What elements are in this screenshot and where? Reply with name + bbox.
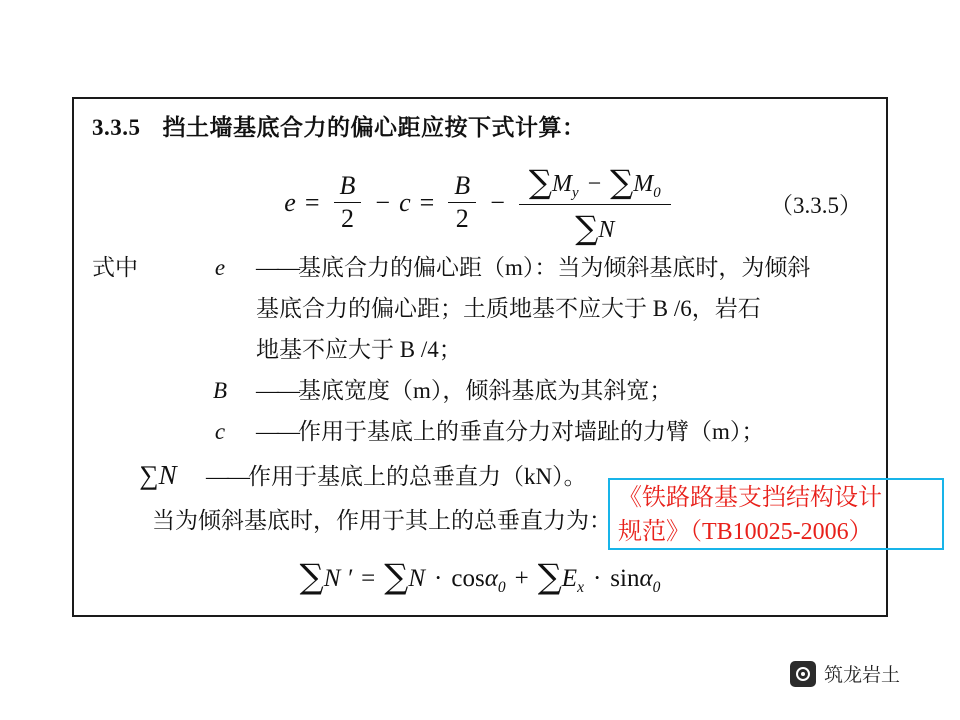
- formula-2-denominator-1: 2: [340, 204, 354, 234]
- last-plus: +: [514, 565, 529, 592]
- last-alpha-2-subscript: 0: [652, 579, 661, 596]
- footer-brand: [790, 660, 900, 687]
- equation-number: （3.3.5）: [770, 193, 862, 218]
- last-alpha-2: α: [639, 565, 653, 592]
- closing-note-text: 当为倾斜基底时，作用于其上的总垂直力为：: [152, 508, 612, 533]
- last-N: N: [408, 565, 426, 592]
- definition-text-e: 基底合力的偏心距（m）：当为倾斜基底时，为倾斜: [298, 255, 811, 280]
- definition-dash-sum-N: ——: [206, 464, 248, 489]
- formula-M-y-subscript: y: [571, 184, 579, 201]
- last-dot-2: ·: [592, 565, 602, 592]
- formula-sum-sign-2: ∑: [610, 163, 634, 201]
- definition-symbol-c: c: [214, 419, 226, 444]
- source-reference-box: [608, 478, 944, 550]
- definition-text-B: 基底宽度（m），倾斜基底为其斜宽；: [298, 378, 673, 403]
- clause-title: 挡土墙基底合力的偏心距应按下式计算：: [162, 115, 586, 140]
- definition-dash-e: ——: [256, 255, 298, 280]
- formula-minus-3: −: [587, 171, 602, 197]
- definition-row-B: [92, 370, 878, 411]
- last-N-prime: N ′: [323, 565, 353, 592]
- formula-B-numerator-1: B: [334, 171, 362, 203]
- formula-N: N: [598, 216, 615, 243]
- last-alpha-1-subscript: 0: [497, 579, 506, 596]
- definition-symbol-B: B: [212, 378, 228, 403]
- definition-symbol-e: e: [214, 255, 226, 280]
- formula-minus-2: −: [490, 187, 505, 217]
- brand-name: 筑龙岩土: [824, 665, 901, 686]
- definition-row-e-cont-2: [92, 329, 878, 370]
- source-reference-line-1: 《铁路路基支挡结构设计: [618, 485, 882, 511]
- last-E-subscript: x: [577, 579, 584, 596]
- last-sin: sin: [610, 565, 640, 592]
- last-equals: =: [361, 565, 376, 592]
- last-cos: cos: [451, 565, 485, 592]
- zhulong-logo-icon: [790, 661, 816, 687]
- formula-M-y: M: [551, 171, 572, 197]
- last-alpha-1: α: [484, 565, 498, 592]
- last-sum-sign-1: ∑: [299, 557, 324, 596]
- formula-symbol-e: e: [284, 187, 296, 217]
- where-label: 式中: [92, 255, 138, 280]
- formula-numerator-moments: [519, 161, 671, 205]
- definition-text-e-cont-1: 基底合力的偏心距；土质地基不应大于 B /6，岩石: [256, 296, 761, 321]
- definition-text-e-cont-2: 地基不应大于 B /4；: [256, 337, 462, 362]
- last-sum-sign-2: ∑: [384, 557, 409, 596]
- formula-M-0-subscript: 0: [653, 184, 661, 201]
- formula-equals-1: =: [304, 187, 320, 217]
- formula-sum-sign-1: ∑: [528, 163, 552, 201]
- formula-denominator-N: [519, 205, 671, 245]
- definition-symbol-sum-N: ∑N: [139, 460, 177, 490]
- formula-2-denominator-2: 2: [455, 204, 469, 234]
- definition-dash-B: ——: [256, 378, 298, 403]
- last-dot-1: ·: [434, 565, 443, 592]
- definition-row-c: [92, 411, 878, 452]
- formula-equals-2: =: [419, 187, 435, 217]
- last-E: E: [561, 565, 578, 592]
- formula-B-numerator-2: B: [448, 171, 476, 203]
- formula-symbol-c: c: [399, 187, 411, 217]
- source-reference-line-2: 规范》（TB10025-2006）: [618, 519, 873, 545]
- formula-M-0: M: [633, 171, 654, 197]
- formula-minus-1: −: [375, 187, 391, 217]
- definition-row-e-cont-1: [92, 288, 878, 329]
- formula-sum-sign-3: ∑: [575, 208, 599, 247]
- definition-row-e: [92, 247, 878, 288]
- last-sum-sign-3: ∑: [537, 557, 562, 596]
- clause-number: 3.3.5: [92, 115, 141, 140]
- definition-dash-c: ——: [256, 419, 298, 444]
- definition-text-sum-N: 作用于基底上的总垂直力（kN）。: [248, 464, 587, 489]
- clause-heading: [92, 109, 872, 142]
- formula-last: [74, 555, 886, 597]
- definition-text-c: 作用于基底上的垂直分力对墙趾的力臂（m）；: [298, 419, 765, 444]
- formula-main: [74, 161, 886, 245]
